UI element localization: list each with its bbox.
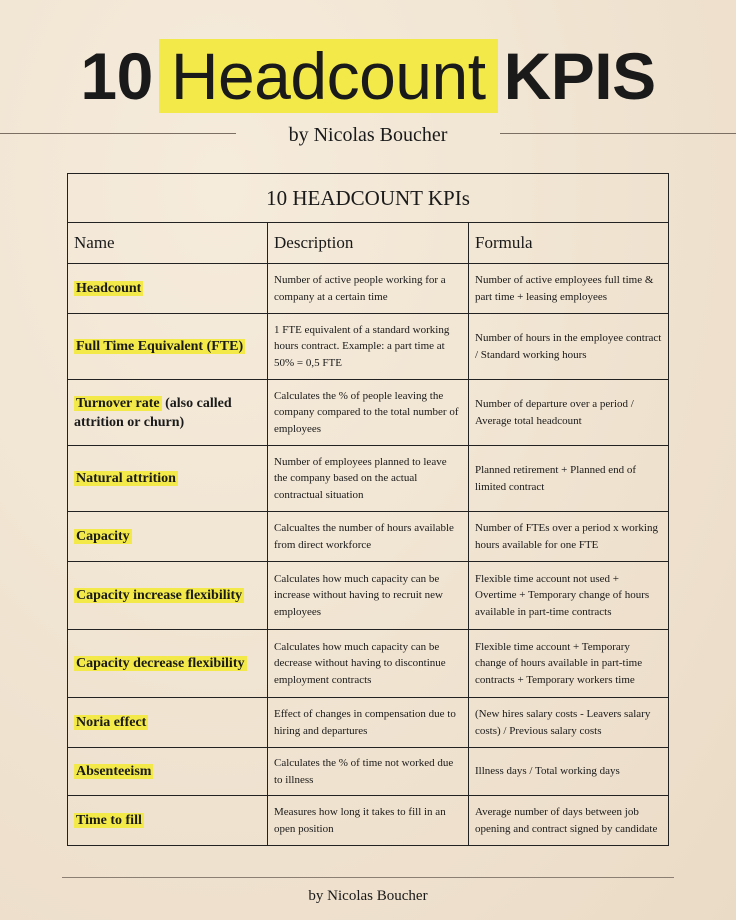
kpi-description: Effect of changes in compensation due to hiring and departures: [268, 698, 469, 748]
kpi-name-cell: [68, 446, 268, 512]
kpi-name: Capacity decrease flexibility: [76, 656, 245, 671]
table-header-row: [68, 223, 669, 264]
kpi-description: 1 FTE equivalent of a standard working hours contract. Example: a part time at 50% = 0,5 FTE: [268, 314, 469, 380]
kpi-name-cell: [68, 380, 268, 446]
kpi-formula: Planned retirement + Planned end of limited contract: [469, 446, 669, 512]
kpi-formula: Number of FTEs over a period x working hours available for one FTE: [469, 512, 669, 562]
kpi-formula: Number of hours in the employee contract / Standard working hours: [469, 314, 669, 380]
kpi-name: Turnover rate: [76, 395, 160, 411]
kpi-name-extra: (also called attrition or churn): [74, 395, 232, 430]
table-row: [68, 698, 669, 748]
kpi-name: Headcount: [76, 281, 142, 296]
title-number: 10: [80, 39, 153, 113]
byline: by Nicolas Boucher: [288, 124, 448, 146]
kpi-description: Calculates how much capacity can be increase without having to recruit new employees: [268, 562, 469, 630]
kpi-description: Calculates the % of time not worked due to illness: [268, 748, 469, 796]
kpi-formula: (New hires salary costs - Leavers salary costs) / Previous salary costs: [469, 698, 669, 748]
table-caption: 10 HEADCOUNT KPIs: [68, 174, 669, 223]
kpi-description: Measures how long it takes to fill in an open position: [268, 796, 469, 846]
table-row: [68, 264, 669, 314]
kpi-name: Absenteeism: [76, 764, 152, 779]
table-row: [68, 562, 669, 630]
footer-divider: [62, 877, 674, 878]
kpi-description: Calcualtes the number of hours available from direct workforce: [268, 512, 469, 562]
kpi-description: Number of active people working for a company at a certain time: [268, 264, 469, 314]
page-title: [0, 36, 736, 116]
kpi-name-cell: [68, 796, 268, 846]
kpi-name-cell: [68, 512, 268, 562]
title-highlight: Headcount: [159, 39, 498, 113]
kpi-formula: Number of departure over a period / Average total headcount: [469, 380, 669, 446]
kpi-formula: Number of active employees full time & part time + leasing employees: [469, 264, 669, 314]
column-header-name: Name: [68, 223, 268, 264]
kpi-description: Number of employees planned to leave the company based on the actual contractual situation: [268, 446, 469, 512]
kpi-name-cell: [68, 314, 268, 380]
table-row: [68, 446, 669, 512]
kpi-name-cell: [68, 630, 268, 698]
column-header-formula: Formula: [469, 223, 669, 264]
table-row: [68, 512, 669, 562]
kpi-description: Calculates the % of people leaving the company compared to the total number of employees: [268, 380, 469, 446]
kpi-formula: Average number of days between job opening and contract signed by candidate: [469, 796, 669, 846]
table-row: [68, 630, 669, 698]
table-row: [68, 314, 669, 380]
table-row: [68, 380, 669, 446]
table-row: [68, 748, 669, 796]
kpi-name-cell: [68, 698, 268, 748]
kpi-formula: Flexible time account not used + Overtime + Temporary change of hours available in part-time contracts: [469, 562, 669, 630]
kpi-name-cell: [68, 748, 268, 796]
kpi-name-cell: [68, 264, 268, 314]
kpi-name: Natural attrition: [76, 471, 176, 486]
column-header-description: Description: [268, 223, 469, 264]
kpi-description: Calculates how much capacity can be decrease without having to discontinue employment contracts: [268, 630, 469, 698]
kpi-name: Full Time Equivalent (FTE): [76, 339, 244, 354]
kpi-formula: Illness days / Total working days: [469, 748, 669, 796]
kpi-name: Capacity increase flexibility: [76, 588, 243, 603]
title-end: KPIS: [503, 39, 656, 113]
kpi-table: [67, 173, 669, 846]
kpi-name: Capacity: [76, 529, 130, 544]
kpi-formula: Flexible time account + Temporary change of hours available in part-time contracts + Temporary workers time: [469, 630, 669, 698]
kpi-name: Time to fill: [76, 813, 142, 828]
kpi-name: Noria effect: [76, 715, 147, 730]
footer-byline: by Nicolas Boucher: [308, 888, 428, 904]
table-row: [68, 796, 669, 846]
kpi-name-cell: [68, 562, 268, 630]
